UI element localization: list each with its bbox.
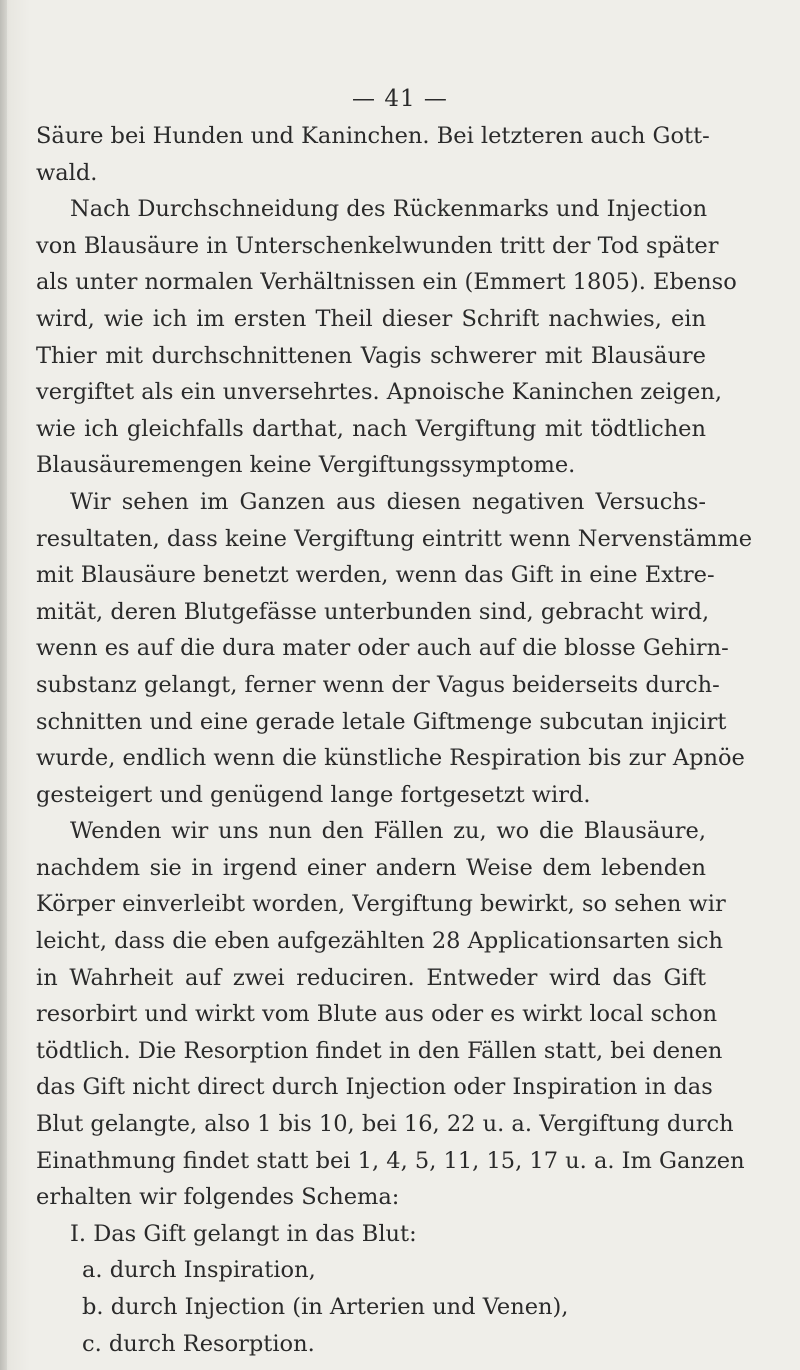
- text-line: tödtlich. Die Resorption findet in den Fällen statt, bei denen: [36, 1037, 723, 1064]
- text-line: Blausäuremengen keine Vergiftungssymptome.: [36, 452, 576, 479]
- text-line: Säure bei Hunden und Kaninchen. Bei letzteren auch Gott-: [36, 123, 710, 149]
- text-line: Blut gelangte, also 1 bis 10, bei 16, 22 u. a. Vergiftung durch: [36, 1111, 734, 1138]
- paragraph-start-line: Nach Durchschneidung des Rückenmarks und Injection: [70, 196, 708, 223]
- text-line: vergiftet als ein unversehrtes. Apnoische Kaninchen zeigen,: [36, 379, 722, 406]
- text-line: schnitten und eine gerade letale Giftmenge subcutan injicirt: [36, 708, 727, 735]
- text-line: leicht, dass die eben aufgezählten 28 Applicationsarten sich: [36, 928, 723, 955]
- text-line: von Blausäure in Unterschenkelwunden tritt der Tod später: [36, 232, 719, 259]
- text-line: wurde, endlich wenn die künstliche Respiration bis zur Apnöe: [36, 745, 745, 772]
- text-line: Körper einverleibt worden, Vergiftung bewirkt, so sehen wir: [36, 891, 726, 918]
- text-line: wald.: [36, 159, 98, 186]
- text-line: wenn es auf die dura mater oder auch auf die blosse Gehirn-: [36, 635, 729, 662]
- text-line: mit Blausäure benetzt werden, wenn das Gift in eine Extre-: [36, 562, 715, 589]
- text-line: mität, deren Blutgefässe unterbunden sind, gebracht wird,: [36, 598, 710, 625]
- text-line: wird, wie ich im ersten Theil dieser Schrift nachwies, ein: [36, 305, 706, 332]
- schema-item: c. durch Resorption.: [82, 1330, 315, 1357]
- text-line: Thier mit durchschnittenen Vagis schwerer mit Blausäure: [36, 342, 706, 369]
- page-gutter-edge: [0, 0, 7, 1370]
- text-line: wie ich gleichfalls darthat, nach Vergiftung mit tödtlichen: [36, 415, 706, 442]
- paragraph-start-line: Wenden wir uns nun den Fällen zu, wo die Blausäure,: [70, 818, 706, 845]
- paragraph-start-line: Wir sehen im Ganzen aus diesen negativen Versuchs-: [70, 488, 706, 515]
- text-line: das Gift nicht direct durch Injection oder Inspiration in das: [36, 1074, 713, 1101]
- text-line: nachdem sie in irgend einer andern Weise dem lebenden: [36, 854, 706, 881]
- schema-item: a. durch Inspiration,: [82, 1257, 316, 1284]
- text-line: erhalten wir folgendes Schema:: [36, 1184, 400, 1211]
- page-number-header: — 41 —: [352, 86, 448, 112]
- text-line: gesteigert und genügend lange fortgesetzt wird.: [36, 781, 591, 808]
- text-line: in Wahrheit auf zwei reduciren. Entweder wird das Gift: [36, 964, 706, 991]
- schema-item: b. durch Injection (in Arterien und Venen),: [82, 1294, 569, 1320]
- text-line: resorbirt und wirkt vom Blute aus oder es wirkt local schon: [36, 1001, 718, 1028]
- schema-heading: I. Das Gift gelangt in das Blut:: [70, 1220, 417, 1247]
- text-line: resultaten, dass keine Vergiftung eintritt wenn Nervenstämme: [36, 525, 753, 552]
- text-line: als unter normalen Verhältnissen ein (Emmert 1805). Ebenso: [36, 269, 737, 296]
- text-line: Einathmung findet statt bei 1, 4, 5, 11, 15, 17 u. a. Im Ganzen: [36, 1147, 745, 1174]
- text-line: substanz gelangt, ferner wenn der Vagus beiderseits durch-: [36, 671, 720, 698]
- body-text: [36, 118, 753, 1362]
